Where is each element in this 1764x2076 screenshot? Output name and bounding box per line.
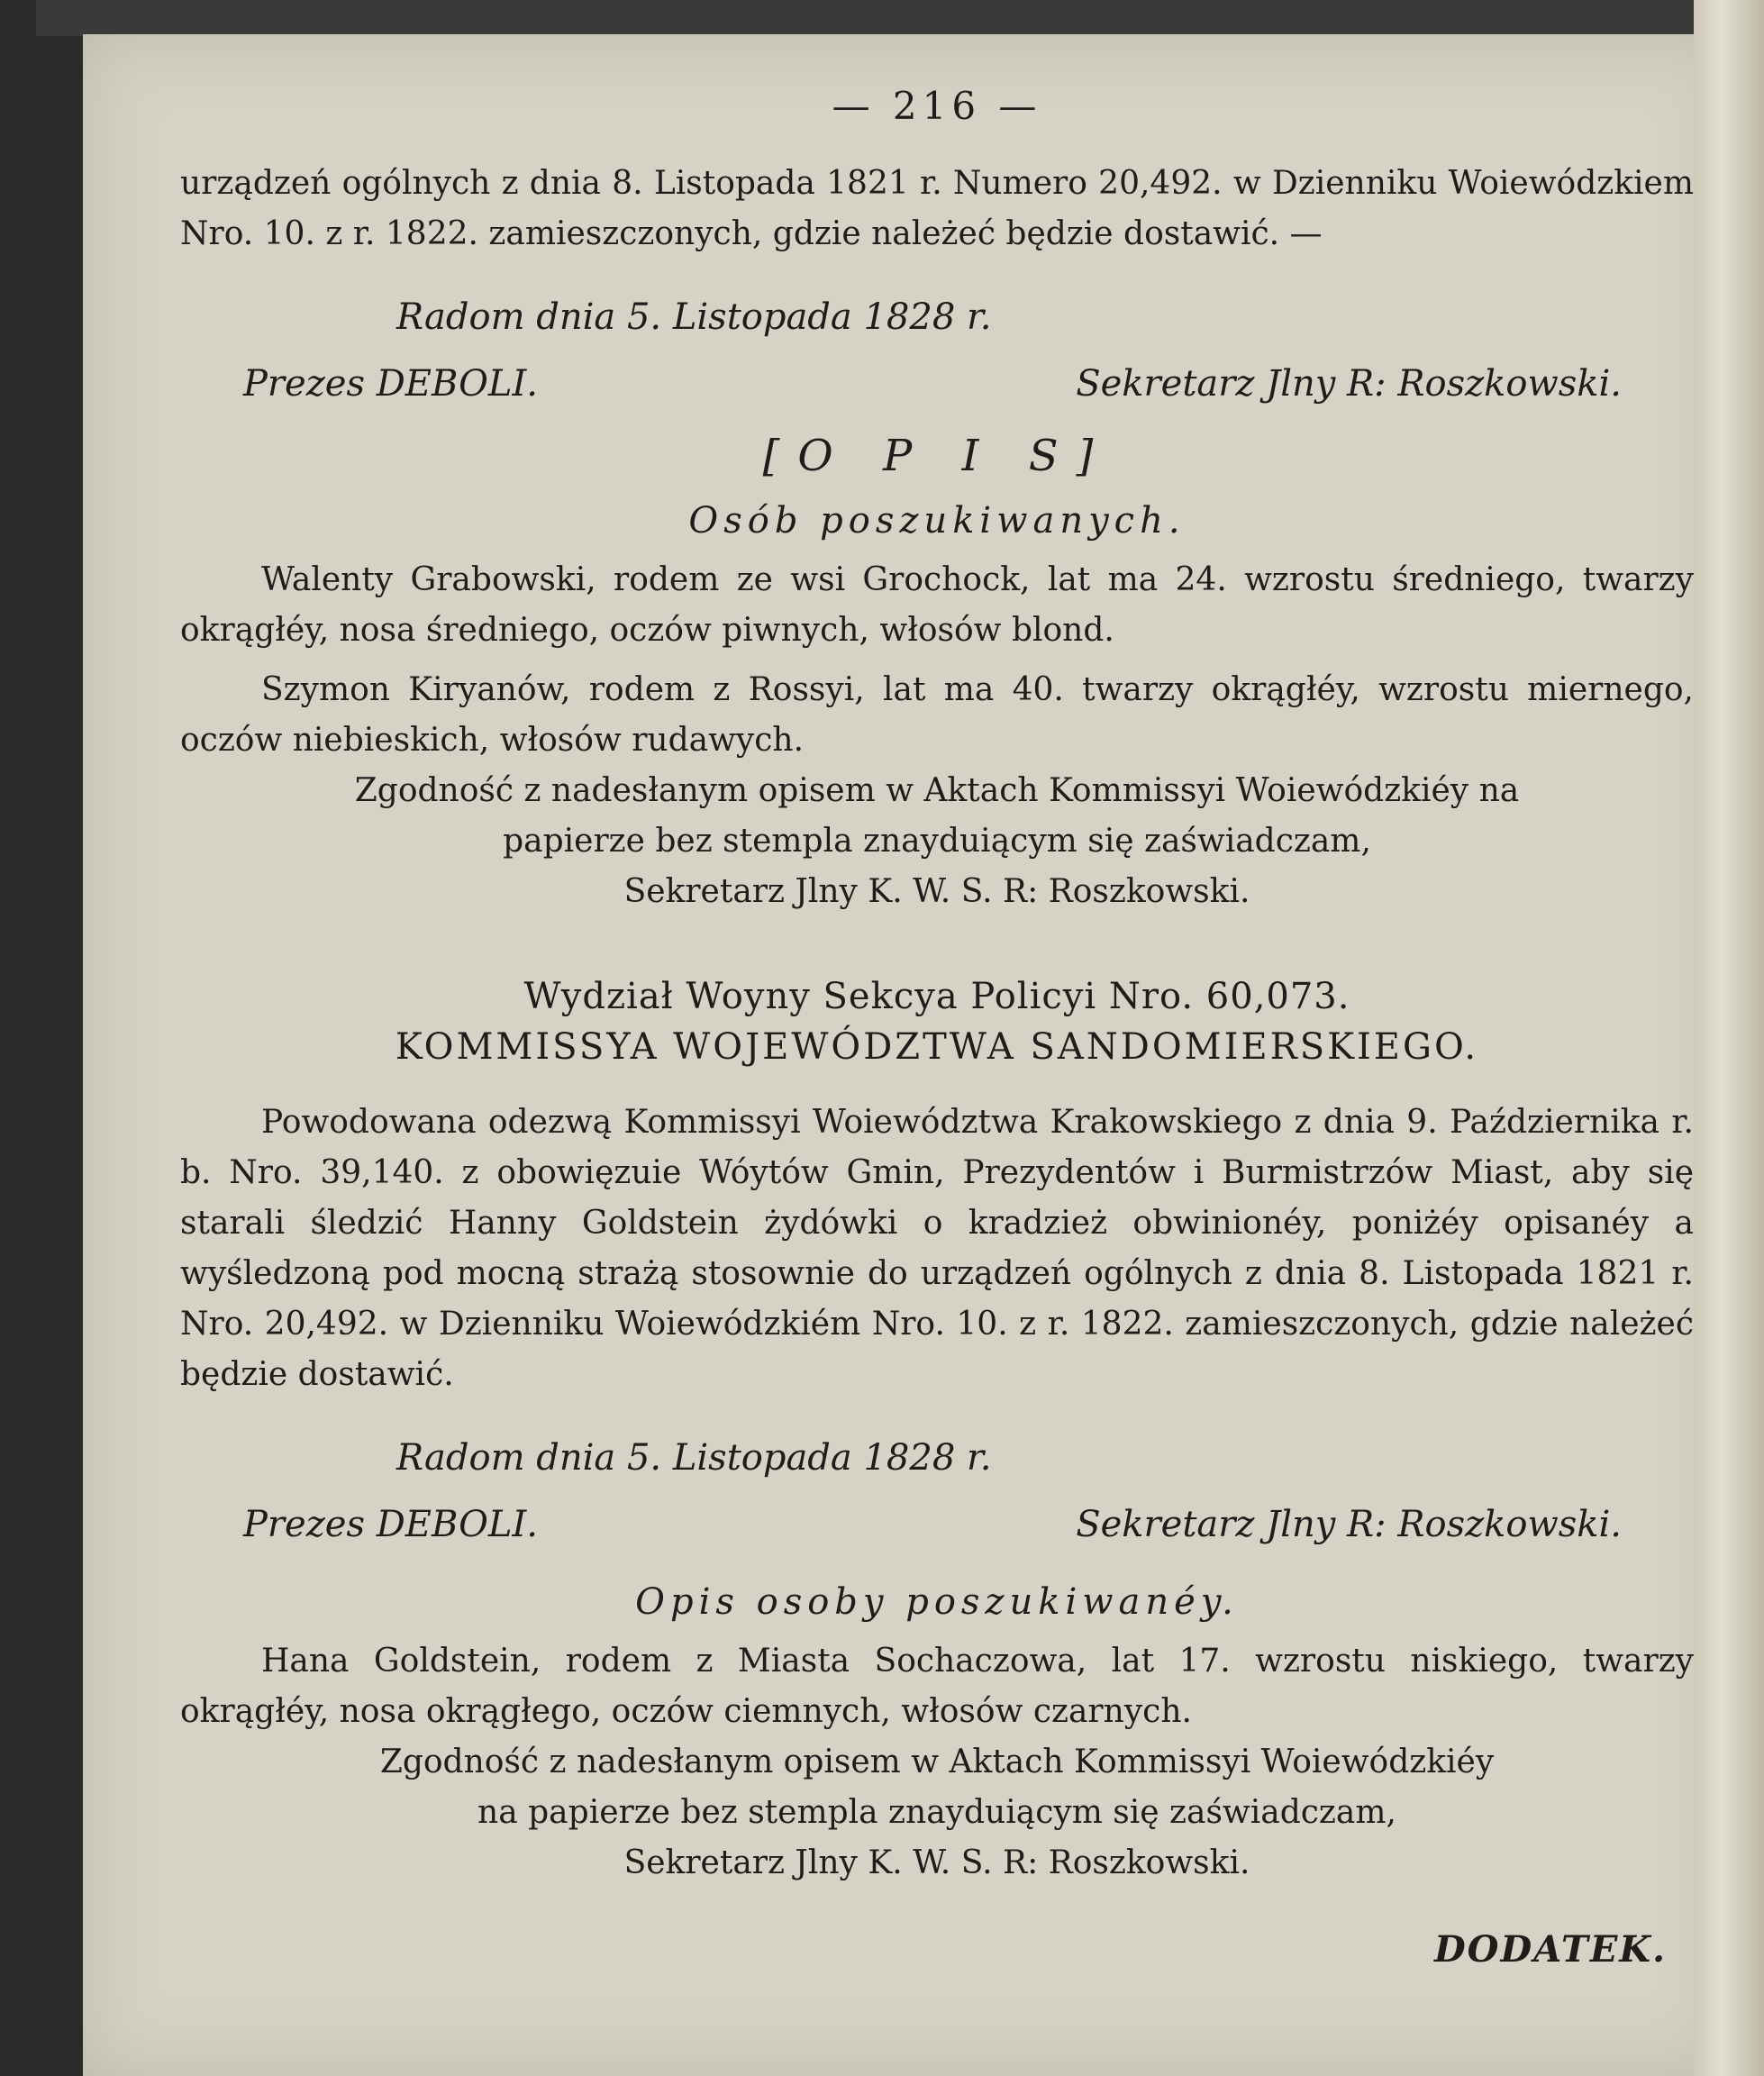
certification-line: papierze bez stempla znayduiącym się zaświadczam,: [503, 823, 1371, 860]
page-content: [180, 81, 1694, 1975]
scan-background-top: [36, 0, 1764, 36]
catchword: DODATEK.: [1433, 1928, 1667, 1971]
notice-date: Radom dnia 5. Listopada 1828 r.: [396, 296, 992, 338]
notice-continuation: urządzeń ogólnych z dnia 8. Listopada 1821 r. Numero 20,492. w Dzienniku Woiewódzkiem Nro. 10. z r. 1822. zamieszczonych, gdzie należeć będzie dostawić. —: [180, 165, 1694, 252]
certification-line: na papierze bez stempla znayduiącym się zaświadczam,: [477, 1794, 1396, 1831]
secretary-signature: Sekretarz Jlny R: Roszkowski.: [1076, 363, 1622, 405]
notice-date: Radom dnia 5. Listopada 1828 r.: [396, 1437, 992, 1479]
president-signature: Prezes DEBOLI.: [243, 363, 538, 405]
person-description: Szymon Kiryanów, rodem z Rossyi, lat ma 40. twarzy okrągłéy, wzrostu miernego, oczów niebieskich, włosów rudawych.: [180, 671, 1694, 759]
person-description: Walenty Grabowski, rodem ze wsi Grochock, lat ma 24. wzrostu średniego, twarzy okrągłéy, nosa średniego, oczów piwnych, włosów blond.: [180, 561, 1694, 649]
signature-line: [180, 1499, 1694, 1550]
page-edge: [1694, 0, 1764, 2076]
person-description: Hana Goldstein, rodem z Miasta Sochaczowa, lat 17. wzrostu niskiego, twarzy okrągłéy, nosa okrągłego, oczów ciemnych, włosów czarnych.: [180, 1643, 1694, 1730]
department-heading: Wydział Woyny Sekcya Policyi Nro. 60,073.: [523, 976, 1350, 1017]
certification-signature: Sekretarz Jlny K. W. S. R: Roszkowski.: [623, 1844, 1250, 1881]
signature-line: [180, 359, 1694, 409]
description-subtitle: Osób poszukiwanych.: [688, 500, 1186, 542]
certification-signature: Sekretarz Jlny K. W. S. R: Roszkowski.: [623, 873, 1250, 910]
description-title: [O P I S]: [762, 431, 1112, 481]
certification-line: Zgodność z nadesłanym opisem w Aktach Kommissyi Woiewódzkiéy: [379, 1744, 1495, 1780]
president-signature: Prezes DEBOLI.: [243, 1504, 538, 1545]
commission-heading: KOMMISSYA WOJEWÓDZTWA SANDOMIERSKIEGO.: [395, 1026, 1479, 1068]
page-number: — 216 —: [832, 84, 1042, 128]
notice-body: Powodowana odezwą Kommissyi Woiewództwa Krakowskiego z dnia 9. Października r. b. Nro. 39,140. z obowięzuie Wóytów Gmin, Prezydentów i Burmistrzów Miast, aby się starali śledzić Hanny Goldstein żydówki o kradzież obwinionéy, poniżéy opisanéy a wyśledzoną pod mocną strażą stosownie do urządzeń ogólnych z dnia 8. Listopada 1821 r. Nro. 20,492. w Dzienniku Woiewódzkiém Nro. 10. z r. 1822. zamieszczonych, gdzie należeć będzie dostawić.: [180, 1104, 1694, 1393]
certification-line: Zgodność z nadesłanym opisem w Aktach Kommissyi Woiewódzkiéy na: [354, 772, 1520, 809]
description-subtitle: Opis osoby poszukiwanéy.: [635, 1581, 1239, 1623]
secretary-signature: Sekretarz Jlny R: Roszkowski.: [1076, 1504, 1622, 1545]
